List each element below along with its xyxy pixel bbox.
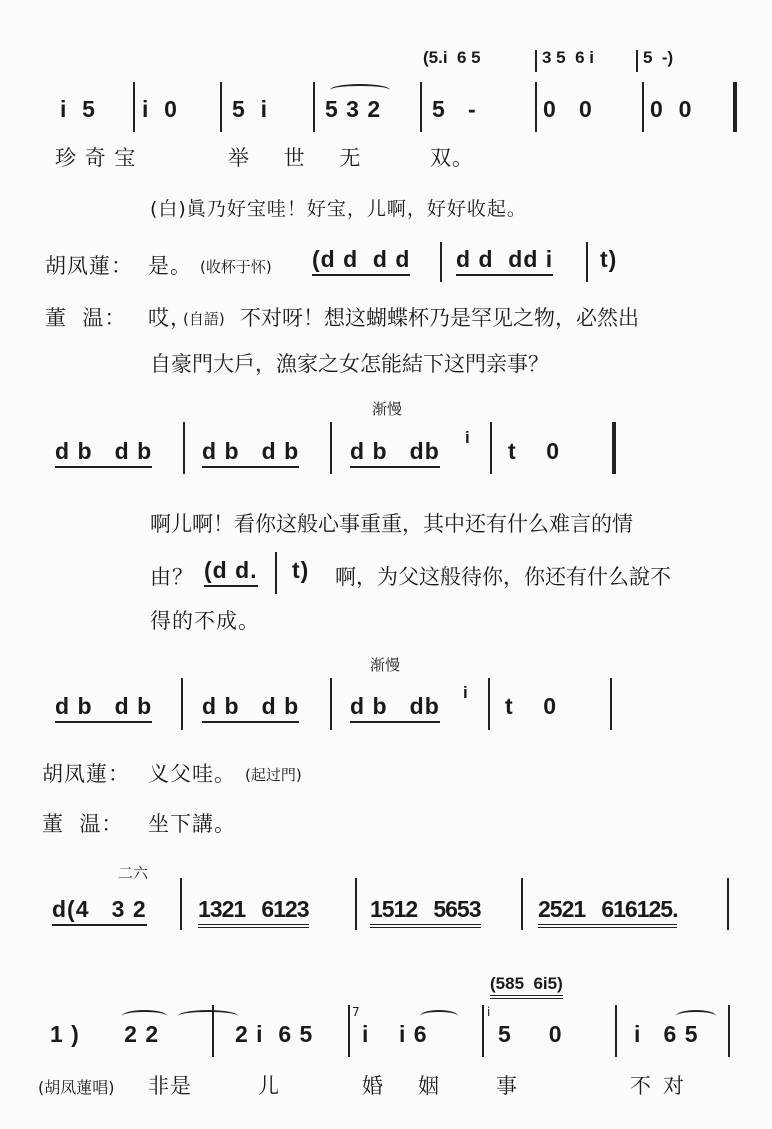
speaker-name: 董 温： — [45, 306, 127, 330]
lyric: 事 — [496, 1074, 518, 1098]
dialogue-text: 啊，为父这般待你，你还有什么說不 — [335, 565, 671, 589]
measure: 2521 616125. — [538, 896, 677, 928]
barline — [183, 422, 185, 474]
barline — [488, 678, 490, 730]
barline — [636, 50, 638, 72]
measure: 5 0 — [498, 1021, 563, 1047]
measure: 5 - — [432, 96, 477, 122]
ornament: i — [463, 683, 468, 702]
measure: i i 6 — [362, 1021, 428, 1047]
stage-direction: (起过門) — [245, 766, 302, 784]
dialogue-text: 不对呀！想这蝴蝶杯乃是罕见之物，必然出 — [240, 306, 639, 330]
barline — [348, 1005, 350, 1057]
lyric: 举 世 无 — [228, 146, 375, 170]
lyric: 不对 — [630, 1074, 696, 1098]
measure: 5 i — [232, 96, 268, 122]
slur — [178, 1010, 238, 1022]
measure: d b d b — [202, 438, 299, 468]
measure: 1 ) 2 2 — [50, 1021, 160, 1047]
measure: 1321 6123 — [198, 896, 309, 928]
measure: 5 3 2 — [325, 96, 382, 122]
measure: d b db — [350, 438, 440, 468]
barline — [535, 82, 537, 132]
dialogue-text: 坐下講。 — [148, 812, 236, 836]
lyric: 双。 — [430, 146, 474, 170]
lyric: 珍 奇 宝 — [55, 146, 137, 170]
barline — [482, 1005, 484, 1057]
measure: d b d b — [55, 438, 152, 468]
measure: t 0 — [505, 693, 558, 719]
barline — [727, 878, 729, 930]
spoken-line: (白)眞乃好宝哇！好宝，儿啊，好好收起。 — [150, 198, 527, 220]
barline — [615, 1005, 617, 1057]
measure: d b d b — [202, 693, 299, 723]
final-barline — [612, 422, 616, 474]
speaker-name: 胡凤蓮： — [42, 762, 130, 786]
percussion-measure: (d d d d — [312, 246, 410, 276]
barline — [440, 242, 442, 282]
stage-direction: (收杯于怀) — [200, 258, 272, 276]
final-barline — [610, 678, 612, 730]
prelude-measure: (5.i 6 5 — [423, 48, 481, 67]
barline — [355, 878, 357, 930]
barline — [181, 678, 183, 730]
final-barline — [733, 82, 737, 132]
mode-label: 二六 — [118, 864, 149, 882]
barline — [642, 82, 644, 132]
measure: 0 0 — [543, 96, 593, 122]
percussion-measure: d d dd i — [456, 246, 553, 276]
grace-note: 7 — [352, 1005, 360, 1019]
barline — [133, 82, 135, 132]
dialogue-text: 由？ — [150, 565, 194, 589]
lyric: 婚 — [362, 1074, 384, 1098]
dialogue-text: 自豪門大戶，漁家之女怎能結下这門亲事？ — [150, 352, 549, 376]
measure: d b db — [350, 693, 440, 723]
barline — [180, 878, 182, 930]
measure: 2 i 6 5 — [235, 1021, 314, 1047]
lyric: 儿 — [258, 1074, 280, 1098]
barline — [521, 878, 523, 930]
slur — [122, 1010, 167, 1022]
slur — [330, 84, 390, 96]
barline — [586, 242, 588, 282]
prelude-measure: 5 -) — [643, 48, 674, 67]
dialogue-text: 是。 — [148, 254, 192, 278]
barline — [728, 1005, 730, 1057]
measure: d b d b — [55, 693, 152, 723]
stage-direction: (自語) — [183, 310, 225, 328]
measure: 1512 5653 — [370, 896, 481, 928]
dialogue-text: 哎， — [148, 306, 192, 330]
barline — [220, 82, 222, 132]
barline — [535, 50, 537, 72]
measure: d(4 3 2 — [52, 896, 147, 926]
barline — [275, 552, 277, 594]
barline — [420, 82, 422, 132]
percussion-measure: (d d. — [204, 557, 258, 587]
prelude-measure: 3 5 6 i — [542, 48, 594, 67]
measure: i 0 — [142, 96, 178, 122]
interlude: (585 6i5) — [490, 974, 563, 999]
barline — [330, 422, 332, 474]
speaker-name: 董 温： — [42, 812, 124, 836]
lyric: 姻 — [418, 1074, 440, 1098]
dialogue-text: 义父哇。 — [148, 762, 236, 786]
barline — [313, 82, 315, 132]
dialogue-text: 得的不成。 — [150, 609, 260, 633]
dialogue-text: 啊儿啊！看你这般心事重重，其中还有什么难言的情 — [150, 512, 633, 536]
grace-note: i — [487, 1005, 491, 1019]
measure: i 5 — [60, 96, 96, 122]
barline — [330, 678, 332, 730]
measure: t 0 — [508, 438, 561, 464]
measure: i 6 5 — [634, 1021, 699, 1047]
speaker-name: 胡凤蓮： — [45, 254, 133, 278]
percussion-measure: t) — [292, 557, 310, 583]
lyric: 非是 — [148, 1074, 192, 1098]
tempo-marking: 渐慢 — [372, 400, 403, 418]
ornament: i — [465, 428, 470, 447]
measure: 0 0 — [650, 96, 693, 122]
singer-label: (胡凤蓮唱) — [38, 1078, 115, 1097]
tempo-marking: 渐慢 — [370, 656, 401, 674]
percussion-measure: t) — [600, 246, 618, 272]
barline — [490, 422, 492, 474]
